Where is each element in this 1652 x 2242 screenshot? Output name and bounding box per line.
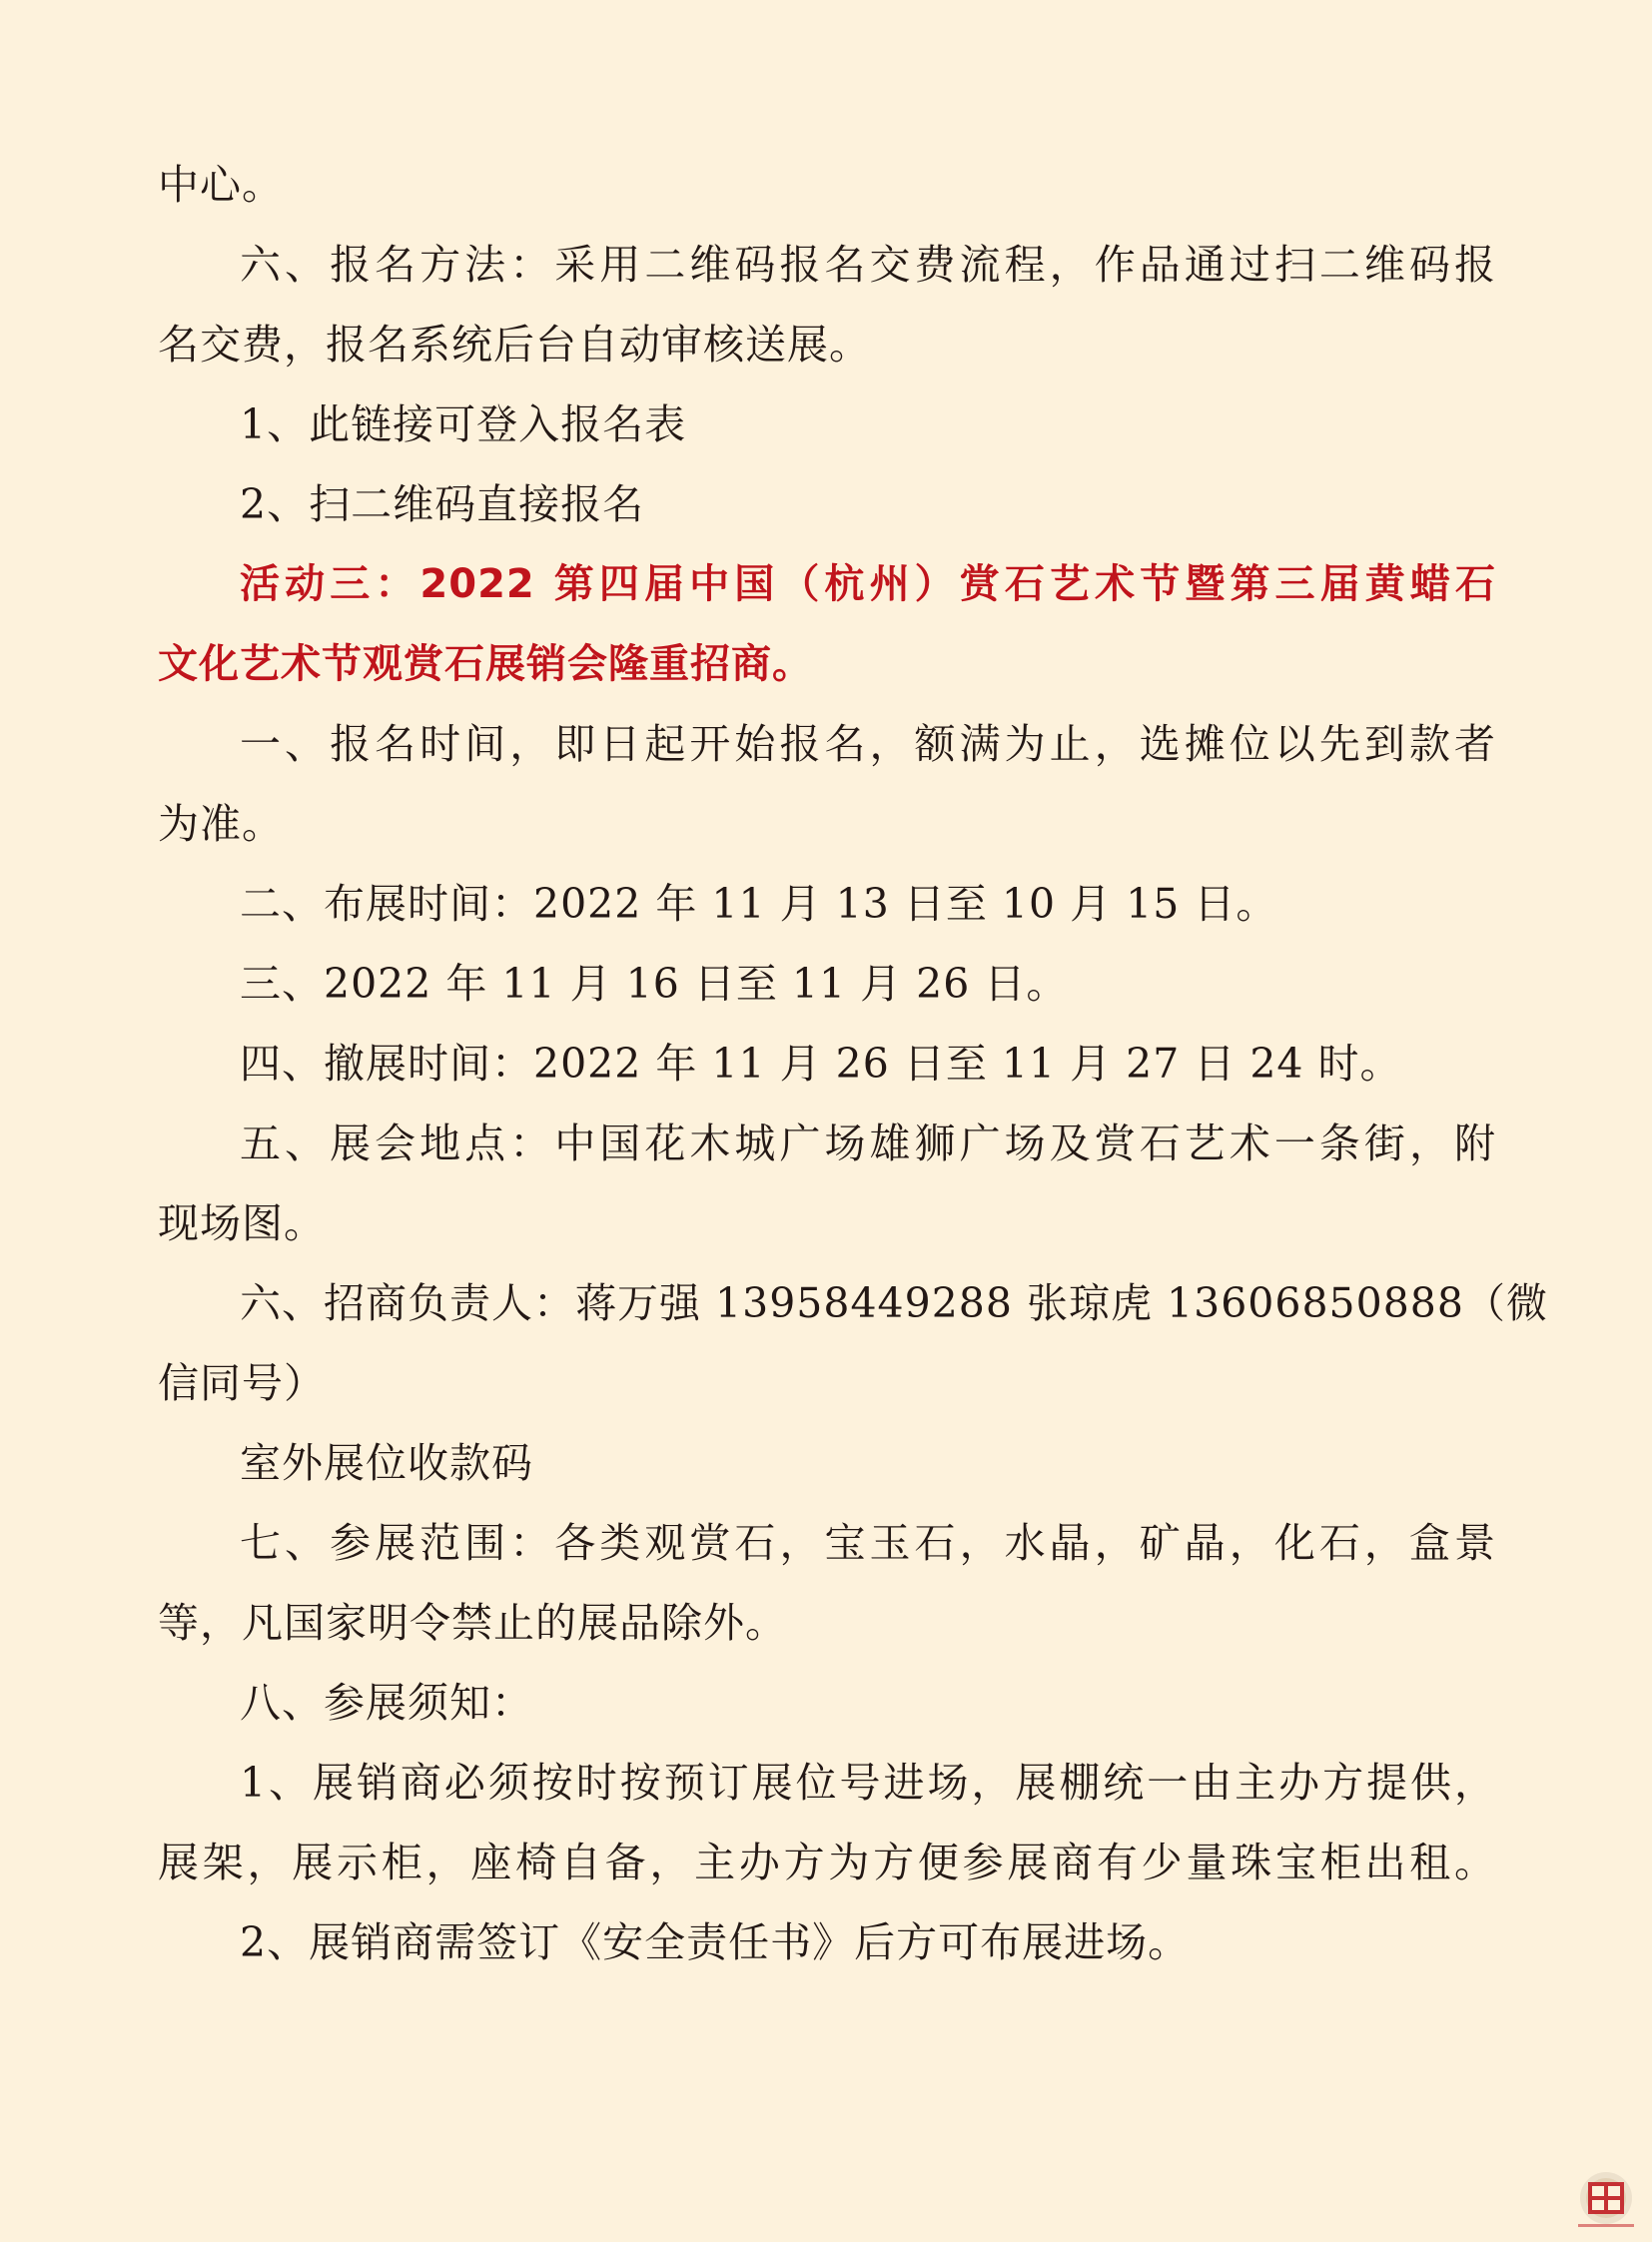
text-line: 现场图。 — [158, 1199, 326, 1247]
text-line: 一、报名时间，即日起开始报名，额满为止，选摊位以先到款者 — [240, 720, 1496, 768]
text-line: 五、展会地点：中国花木城广场雄狮广场及赏石艺术一条街，附 — [240, 1120, 1496, 1167]
text-line: 2、扫二维码直接报名 — [240, 480, 645, 528]
activity-heading: 活动三：2022 第四届中国（杭州）赏石艺术节暨第三届黄蜡石 — [240, 561, 1496, 607]
text-line: 1、展销商必须按时按预订展位号进场，展棚统一由主办方提供， — [240, 1759, 1496, 1807]
text-line: 八、参展须知： — [240, 1679, 533, 1727]
text-line: 三、2022 年 11 月 16 日至 11 月 26 日。 — [240, 960, 1069, 1008]
text-line: 信同号） — [158, 1359, 326, 1407]
text-line: 六、招商负责人：蒋万强 13958449288 张琼虎 13606850888（微 — [240, 1279, 1548, 1327]
text-line: 2、展销商需签订《安全责任书》后方可布展进场。 — [240, 1918, 1191, 1966]
text-line: 七、参展范围：各类观赏石，宝玉石，水晶，矿晶，化石，盒景 — [240, 1519, 1496, 1567]
text-line: 展架，展示柜，座椅自备，主办方为方便参展商有少量珠宝柜出租。 — [158, 1839, 1496, 1886]
text-line: 名交费，报名系统后台自动审核送展。 — [158, 321, 871, 369]
text-line: 为准。 — [158, 800, 284, 848]
text-line: 二、布展时间：2022 年 11 月 13 日至 10 月 15 日。 — [240, 880, 1278, 928]
text-line: 四、撤展时间：2022 年 11 月 26 日至 11 月 27 日 24 时。 — [240, 1040, 1402, 1088]
text-line: 等，凡国家明令禁止的展品除外。 — [158, 1599, 787, 1647]
text-line: 六、报名方法：采用二维码报名交费流程，作品通过扫二维码报 — [240, 241, 1496, 289]
activity-heading-cont: 文化艺术节观赏石展销会隆重招商。 — [158, 641, 813, 687]
seal-logo-icon — [1570, 2170, 1640, 2232]
text-line: 中心。 — [158, 161, 284, 209]
text-line: 1、此链接可登入报名表 — [240, 400, 687, 448]
text-line: 室外展位收款码 — [240, 1439, 533, 1487]
